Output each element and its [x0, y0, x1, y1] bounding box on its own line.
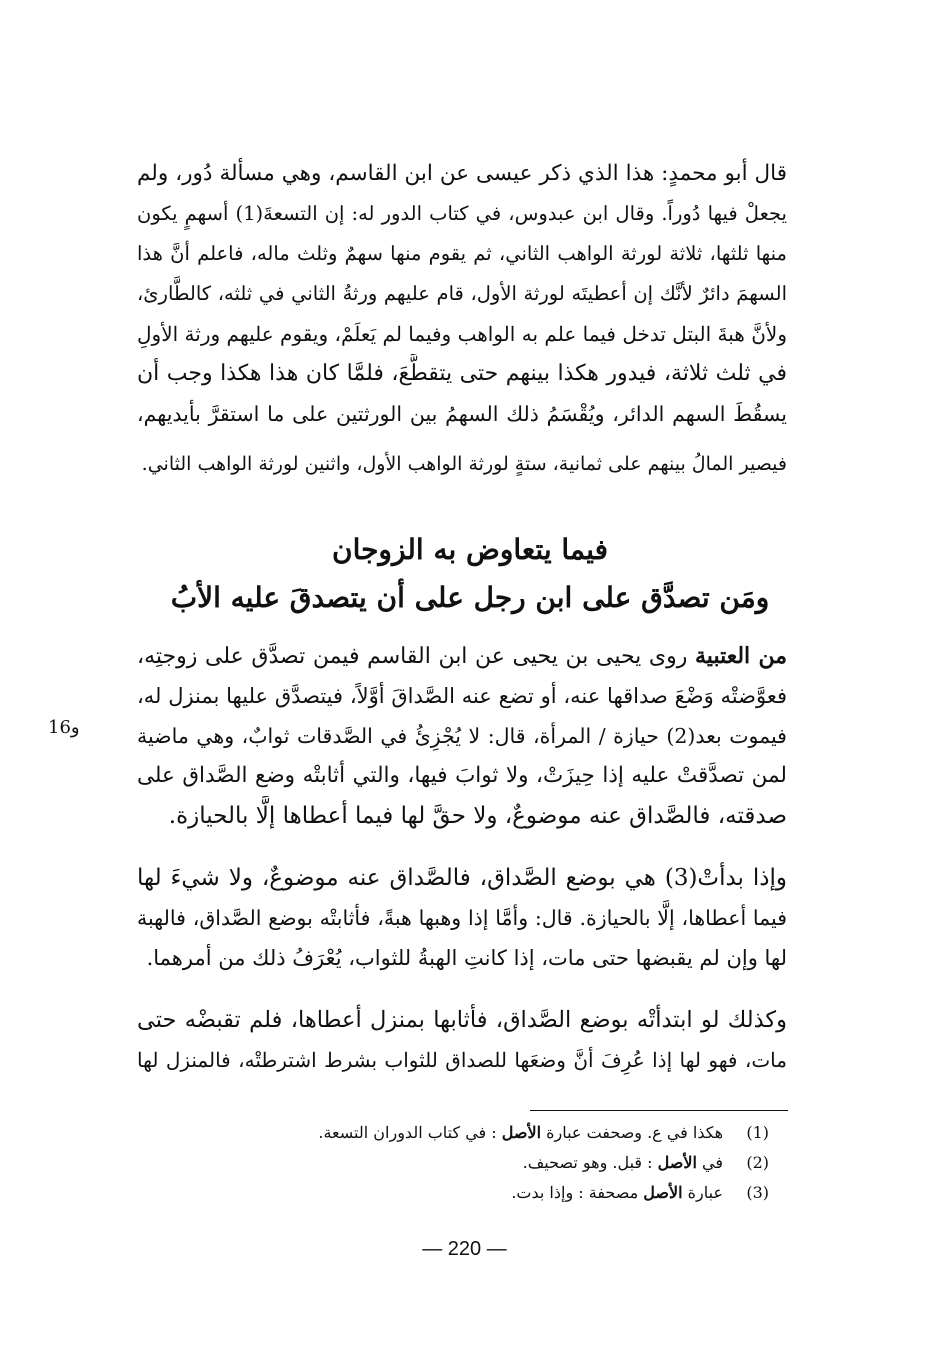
footnote-number: (2): [746, 1153, 769, 1172]
paragraph-4-line: وكذلك لو ابتدأتْه بوضع الصَّداق، فأثابها بمنزل أعطاها، فلم تقبضْه حتى: [137, 1007, 787, 1033]
footnote-number: (1): [746, 1123, 769, 1142]
footnote-text: في: [696, 1153, 723, 1172]
page-number: — 220 —: [422, 1238, 507, 1260]
paragraph-1-line: قال أبو محمدٍ: هذا الذي ذكر عيسى عن ابن القاسم، وهي مسألة دُور، ولم: [137, 161, 787, 186]
paragraph-1-line: منها ثلثها، ثلاثة لورثة الواهب الثاني، ثم يقوم منها سهمٌ وثلث ماله، فاعلم أنَّ هذا: [137, 242, 787, 265]
footnote: [209, 1118, 769, 1148]
paragraph-1-line: في ثلث ثلاثة، فيدور هكذا بينهم حتى يتقطَّعَ، فلمَّا كان هذا هكذا وجب أن: [137, 361, 787, 386]
section-heading-line-2: ومَن تصدَّق على ابن رجل على أن يتصدقَ عليه الأبُ: [170, 581, 770, 614]
paragraph-1-line: يجعلْ فيها دُوراً. وقال ابن عبدوس، في كتاب الدور له: إن التسعةَ(1) أسهمٍ يكون: [137, 202, 787, 225]
footnote-text: هكذا في ع. وصحفت عبارة: [541, 1123, 723, 1142]
footnote-text-bold: الأصل: [501, 1123, 542, 1142]
paragraph-2-line: صدقته، فالصَّداق عنه موضوعٌ، ولا حقَّ لها فيما أعطاها إلَّا بالحيازة.: [168, 803, 787, 829]
footnote-text: عبارة: [682, 1183, 723, 1202]
paragraph-1-line: ولأنَّ هبةَ البتل تدخل فيما علم به الواهب وفيما لم يَعلَمْ، ويقوم عليهم ورثة الأولِ: [137, 322, 787, 346]
paragraph-2-line: [137, 636, 787, 676]
footnote-text-bold: الأصل: [657, 1153, 697, 1172]
paragraph-2-text: روى يحيى بن يحيى عن ابن القاسم فيمن تصدَّق على زوجتِه،: [137, 644, 696, 669]
paragraph-3-line: وإذا بدأتْ(3) هي بوضع الصَّداق، فالصَّداق عنه موضوعٌ، ولا شيءَ لها: [137, 865, 787, 891]
footnote-text-bold: الأصل: [643, 1183, 683, 1202]
paragraph-4-line: مات، فهو لها إذا عُرِفَ أنَّ وضعَها للصداق للثواب بشرط اشترطتْه، فالمنزل لها: [137, 1048, 787, 1072]
paragraph-1-line: فيصير المالُ بينهم على ثمانية، ستةٍ لورثة الواهب الأول، واثنين لورثة الواهب الثاني.: [141, 453, 787, 475]
paragraph-2-line: فيموت بعد(2) حيازة / المرأة، قال: لا يُجْزِئُ في الصَّدقات ثوابٌ، وهي ماضية: [137, 724, 787, 748]
footnote-divider: [530, 1110, 788, 1111]
footnote: [209, 1148, 769, 1178]
footnote-text: : في كتاب الدوران التسعة.: [318, 1123, 502, 1142]
paragraph-1-line: السهمَ دائرٌ لأنَّك إن أعطيتَه لورثة الأول، قام عليهم ورثةُ الثاني في ثلثه، كالطَّارئ،: [137, 282, 787, 305]
paragraph-2-line: لمن تصدَّقتْ عليه إذا حِيزَتْ، ولا ثوابَ فيها، والتي أثابتْه وضع الصَّداق على: [137, 763, 787, 788]
footnote-text: مصحفة : وإذا بدت.: [511, 1183, 644, 1202]
paragraph-2-line: فعوَّضتْه وَضْعَ صداقها عنه، أو تضع عنه الصَّداقَ أوَّلاً، فيتصدَّق عليها بمنزل له،: [137, 684, 787, 708]
source-name: من العتبية: [695, 643, 787, 669]
margin-folio-note: و16: [48, 717, 80, 738]
footnote: [209, 1178, 769, 1208]
footnote-number: (3): [746, 1183, 769, 1202]
paragraph-1-line: يسقُطَ السهم الدائر، ويُقْسَمُ ذلك السهمُ بين الورثتين على ما استقرَّ بأيديهم،: [137, 402, 787, 426]
section-heading-line-1: فيما يتعاوض به الزوجان: [332, 533, 608, 566]
footnote-text: : قبل. وهو تصحيف.: [522, 1153, 658, 1172]
paragraph-3-line: لها وإن لم يقبضها حتى مات، إذا كانتِ الهبةُ للثواب، يُعْرَفُ ذلك من أمرهما.: [146, 946, 787, 970]
paragraph-3-line: فيما أعطاها، إلَّا بالحيازة. قال: وأمَّا إذا وهبها هبةً، فأثابتْه بوضع الصَّداق، فالهبة: [137, 906, 787, 930]
